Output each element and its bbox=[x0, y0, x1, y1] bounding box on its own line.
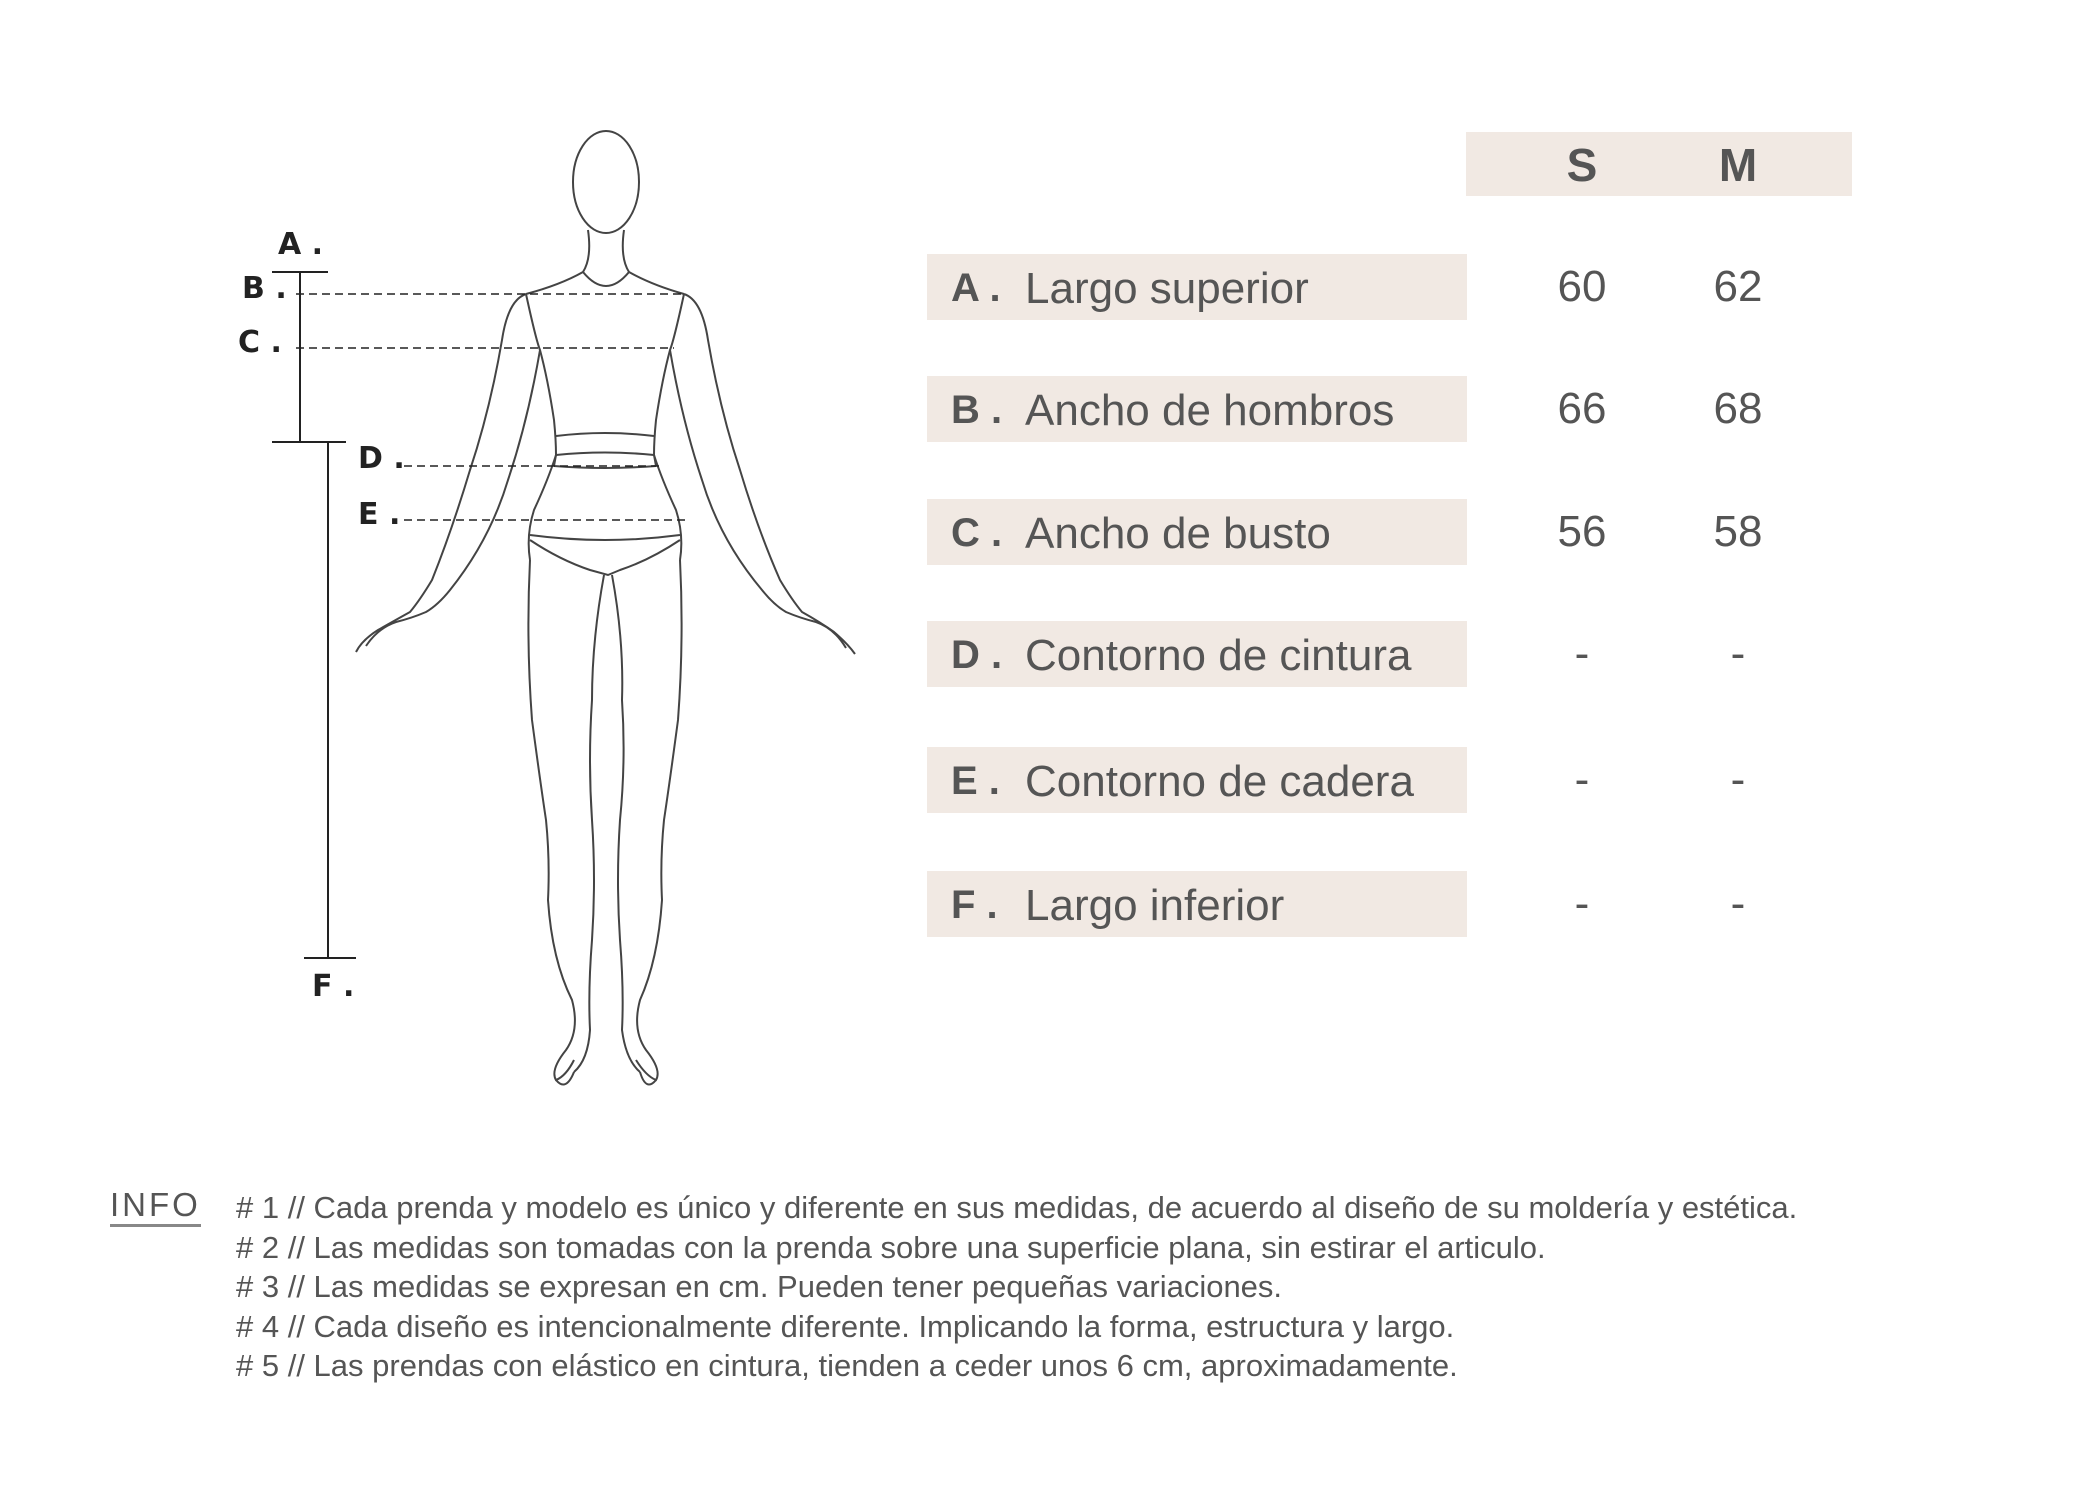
measurement-letter: B . bbox=[951, 388, 1003, 432]
value-d-m: - bbox=[1730, 629, 1746, 678]
info-title: INFO bbox=[110, 1188, 201, 1227]
figure-label-f: F . bbox=[312, 969, 355, 1004]
measurement-label: Contorno de cadera bbox=[1025, 757, 1414, 806]
measurement-letter: E . bbox=[951, 759, 1000, 803]
figure-label-a: A . bbox=[278, 227, 324, 262]
measurement-row-e bbox=[927, 747, 1467, 813]
measurement-row-f bbox=[927, 871, 1467, 937]
measurement-letter: C . bbox=[951, 511, 1003, 555]
measurement-label: Contorno de cintura bbox=[1025, 631, 1412, 680]
measurement-row-a bbox=[927, 254, 1467, 320]
figure-label-d: D . bbox=[358, 441, 405, 476]
value-f-m: - bbox=[1730, 879, 1746, 928]
body-figure-diagram bbox=[0, 0, 900, 1100]
measurement-letter: D . bbox=[951, 633, 1003, 677]
value-f-s: - bbox=[1574, 879, 1590, 928]
value-d-s: - bbox=[1574, 629, 1590, 678]
info-note: # 3 // Las medidas se expresan en cm. Pueden tener pequeñas variaciones. bbox=[236, 1269, 1283, 1304]
figure-label-b: B . bbox=[242, 271, 287, 306]
figure-label-e: E . bbox=[358, 497, 401, 532]
info-note: # 4 // Cada diseño es intencionalmente diferente. Implicando la forma, estructura y largo. bbox=[236, 1308, 1455, 1344]
measurement-label: Largo inferior bbox=[1025, 881, 1285, 930]
info-note: # 5 // Las prendas con elástico en cintura, tienden a ceder unos 6 cm, aproximadamente. bbox=[236, 1348, 1458, 1383]
figure-label-c: C . bbox=[238, 325, 282, 360]
value-e-s: - bbox=[1574, 755, 1590, 804]
info-note: # 2 // Las medidas son tomadas con la prenda sobre una superficie plana, sin estirar el articulo. bbox=[236, 1229, 1546, 1265]
value-a-s: 60 bbox=[1557, 262, 1607, 311]
measurement-label: Ancho de hombros bbox=[1025, 386, 1395, 435]
figure-letter-labels bbox=[238, 227, 405, 1004]
value-c-m: 58 bbox=[1713, 507, 1763, 556]
measurement-row-b bbox=[927, 376, 1467, 442]
measurement-row-d bbox=[927, 621, 1467, 687]
value-b-s: 66 bbox=[1557, 384, 1607, 433]
measurement-letter: A . bbox=[951, 266, 1001, 310]
value-a-m: 62 bbox=[1713, 262, 1763, 311]
measurement-row-c bbox=[927, 499, 1467, 565]
value-c-s: 56 bbox=[1557, 507, 1607, 556]
measurement-label: Ancho de busto bbox=[1025, 509, 1331, 558]
size-header-s: S bbox=[1566, 139, 1598, 191]
info-note: # 1 // Cada prenda y modelo es único y diferente en sus medidas, de acuerdo al diseño de su moldería y estética. bbox=[236, 1190, 1798, 1225]
info-notes bbox=[236, 1188, 1797, 1386]
size-header-m: M bbox=[1718, 139, 1758, 191]
size-header bbox=[1466, 132, 1852, 196]
measurement-guides bbox=[272, 272, 686, 958]
mannequin-outline bbox=[356, 131, 855, 1085]
value-b-m: 68 bbox=[1713, 384, 1763, 433]
measurement-letter: F . bbox=[951, 883, 998, 927]
value-e-m: - bbox=[1730, 755, 1746, 804]
measurement-label: Largo superior bbox=[1025, 264, 1309, 313]
